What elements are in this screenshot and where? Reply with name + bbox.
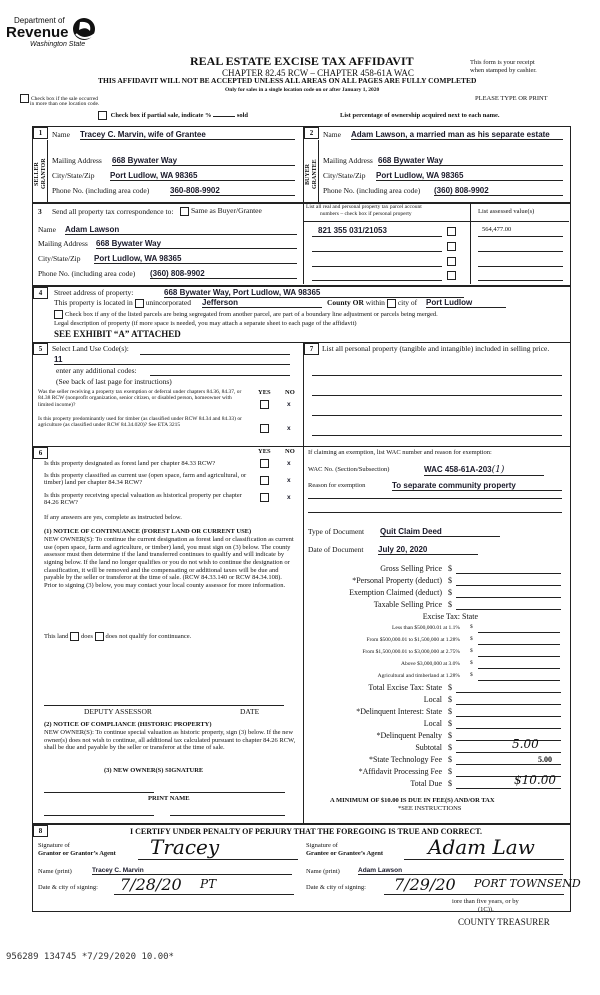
seller-name-label: Name xyxy=(52,130,70,139)
doc-date-label: Date of Document xyxy=(308,545,364,554)
total-excise-dollar: $ xyxy=(448,683,452,692)
total-due-dollar: $ xyxy=(448,779,452,788)
exhibit-a[interactable]: SEE EXHIBIT “A” ATTACHED xyxy=(54,329,181,339)
checkbox-icon xyxy=(20,94,29,103)
buyer-phone[interactable]: (360) 808-9902 xyxy=(434,186,563,196)
buyer-mail-label: Mailing Address xyxy=(323,156,373,165)
section3-city-label: City/State/Zip xyxy=(38,254,81,263)
section-number-7: 7 xyxy=(304,343,319,355)
checkbox-icon xyxy=(98,111,107,120)
gross-label: Gross Selling Price xyxy=(380,564,442,573)
s6-q2-answer[interactable]: x xyxy=(287,477,291,484)
seller-name[interactable]: Tracey C. Marvin, wife of Grantee xyxy=(80,130,295,140)
see-back-note: (See back of last page for instructions) xyxy=(56,377,172,386)
excise-state-label: Excise Tax: State xyxy=(422,612,478,621)
new-owner-signature-label: (3) NEW OWNER(S) SIGNATURE xyxy=(104,767,204,774)
deputy-assessor-label: DEPUTY ASSESSOR xyxy=(84,707,152,716)
form-title: REAL ESTATE EXCISE TAX AFFIDAVIT xyxy=(190,54,414,68)
rate-5: Agricultural and timberland at 1.28% xyxy=(377,673,460,679)
seller-city[interactable]: Port Ludlow, WA 98365 xyxy=(110,171,295,181)
delinquent-interest-label: *Delinquent Interest: State xyxy=(356,707,442,716)
perjury-text1: iore than five years, or by xyxy=(452,898,519,905)
dept-line2: Revenue xyxy=(6,24,69,41)
buyer-city-label: City/State/Zip xyxy=(323,171,366,180)
partial-sale-checkbox[interactable] xyxy=(98,111,248,120)
minimum-fee-note: A MINIMUM OF $10.00 IS DUE IN FEE(S) AND/OR TAX xyxy=(330,797,495,804)
yes-header-6: YES xyxy=(258,448,271,455)
located-in-row xyxy=(54,299,191,308)
checkbox-icon xyxy=(54,310,63,319)
rate-2: From $500,000.01 to $1,500,000 at 1.28% xyxy=(366,637,460,643)
grantee-name[interactable]: Adam Lawson xyxy=(358,867,563,875)
grantor-sig-label1: Signature of xyxy=(38,842,70,849)
send-correspondence-label: Send all property tax correspondence to: xyxy=(52,207,174,216)
does-not-label: does not qualify for continuance. xyxy=(105,632,192,640)
land-qualify-row xyxy=(44,632,191,641)
buyer-phone-label: Phone No. (including area code) xyxy=(323,186,421,195)
assessed-value[interactable]: 564,477.00 xyxy=(482,226,512,233)
section5-question1: Was the seller receiving a property tax exemption or deferral under chapters 84.36, 84.37, or 84.38 RCW (nonprofit organization, senior citizen, or disabled person, homeowner with limited income)? xyxy=(38,389,242,408)
taxable-dollar: $ xyxy=(448,600,452,609)
total-due-value[interactable]: $10.00 xyxy=(514,773,556,787)
section-number-3: 3 xyxy=(38,207,42,216)
section-number-2: 2 xyxy=(304,127,319,139)
notice1-title: (1) NOTICE OF CONTINUANCE (FOREST LAND OR CURRENT USE) xyxy=(44,528,252,535)
processing-fee-dollar: $ xyxy=(448,767,452,776)
s6-q3-answer[interactable]: x xyxy=(287,494,291,501)
doc-date-value[interactable]: July 20, 2020 xyxy=(378,545,478,555)
s6-q2-yes-checkbox[interactable] xyxy=(260,476,269,485)
grantee-date-label: Date & city of signing: xyxy=(306,884,366,891)
grantor-name[interactable]: Tracey C. Marvin xyxy=(92,867,292,875)
print-name-label: PRINT NAME xyxy=(148,795,190,802)
personal-property-text: List all personal property (tangible and intangible) included in selling price. xyxy=(322,344,550,353)
does-not-checkbox[interactable] xyxy=(95,632,104,641)
list-percentage-note: List percentage of ownership acquired next to each name. xyxy=(340,112,500,119)
personal-property-checkbox-2[interactable] xyxy=(447,242,456,251)
subtotal-value[interactable]: 5.00 xyxy=(512,737,539,751)
this-land-label: This land xyxy=(44,632,69,640)
see-instructions-note: *SEE INSTRUCTIONS xyxy=(398,805,462,812)
does-checkbox[interactable] xyxy=(70,632,79,641)
seller-phone-label: Phone No. (including area code) xyxy=(52,186,150,195)
notice2-body: NEW OWNER(S): To continue special valuation as historic property, sign (3) below. If the new owner(s) does not wish to continue, all additional tax calculated pursuant to chapter 84.26 RCW, shall be due and payable by the seller or transferor at the time of sale. xyxy=(44,729,296,752)
doc-type-value[interactable]: Quit Claim Deed xyxy=(380,527,500,537)
wac-number[interactable] xyxy=(424,465,544,476)
section3-phone[interactable]: (360) 808-9902 xyxy=(150,269,297,279)
multi-location-text: Check box if the sale occurred xyxy=(31,95,99,102)
total-excise-label: Total Excise Tax: State xyxy=(368,683,442,692)
city-name[interactable]: Port Ludlow xyxy=(426,298,506,308)
please-type: PLEASE TYPE OR PRINT xyxy=(475,95,548,102)
checkbox-icon xyxy=(180,207,189,216)
rate4-dollar: $ xyxy=(470,660,473,666)
land-use-label: Select Land Use Code(s): xyxy=(52,344,129,353)
personal-property-checkbox-3[interactable] xyxy=(447,257,456,266)
within-label: within xyxy=(365,298,385,308)
county-or-row xyxy=(327,299,417,308)
section3-mail[interactable]: 668 Bywater Way xyxy=(96,239,297,249)
grantor-city[interactable]: PT xyxy=(200,877,217,891)
personal-dollar: $ xyxy=(448,576,452,585)
partial-sold-text: sold xyxy=(236,111,249,119)
rate2-dollar: $ xyxy=(470,636,473,642)
rate5-dollar: $ xyxy=(470,672,473,678)
s5-q1-answer[interactable]: x xyxy=(287,401,291,408)
tech-fee-value[interactable]: 5.00 xyxy=(538,755,552,764)
section3-city[interactable]: Port Ludlow, WA 98365 xyxy=(94,254,297,264)
personal-property-checkbox-1[interactable] xyxy=(447,227,456,236)
grantor-signature[interactable]: Tracey xyxy=(150,835,220,859)
section3-phone-label: Phone No. (including area code) xyxy=(38,269,136,278)
grantor-date[interactable]: 7/28/20 xyxy=(120,875,182,894)
segregated-checkbox-row[interactable] xyxy=(54,310,438,319)
located-in-label: This property is located in xyxy=(54,298,133,308)
buyer-city[interactable]: Port Ludlow, WA 98365 xyxy=(376,171,563,181)
section6-question2: Is this property classified as current use (open space, farm and agricultural, or timber) land per chapter 84.34 RCW? xyxy=(44,472,247,487)
date-label: DATE xyxy=(240,707,260,716)
claim-exemption-text: If claiming an exemption, list WAC number and reason for exemption: xyxy=(308,449,492,456)
county-treasurer: COUNTY TREASURER xyxy=(458,917,550,927)
section-number-6: 6 xyxy=(33,447,48,459)
subtotal-dollar: $ xyxy=(448,743,452,752)
section-number-8: 8 xyxy=(33,825,48,837)
total-due-label: Total Due xyxy=(410,779,442,788)
s5-q2-answer[interactable]: x xyxy=(287,425,291,432)
parcel-header1: List all real and personal property tax parcel account xyxy=(306,204,422,210)
county-name[interactable]: Jefferson xyxy=(202,298,322,308)
street-label: Street address of property: xyxy=(54,288,134,297)
s5-q1-yes-checkbox[interactable] xyxy=(260,400,269,409)
seller-phone[interactable]: 360-808-9902 xyxy=(170,186,295,196)
dept-line3: Washington State xyxy=(30,41,86,48)
section-number-5: 5 xyxy=(33,343,48,355)
city-checkbox[interactable] xyxy=(387,299,396,308)
grantee-sig-label2: Grantee or Grantee’s Agent xyxy=(306,850,384,857)
notice1-body: NEW OWNER(S): To continue the current designation as forest land or classification as current use (open space, farm and agriculture, or timber) land, you must sign on (3) below. The county assessor must then determine if the land transferred continues to qualify and will indicate by signing below. If the land no longer qualifies or you do not wish to continue the designation or classification, it will be removed and the compensating or additional taxes will be due and payable by the seller or transferor at the time of sale. (RCW 84.33.140 or RCW 84.34.108). Prior to signing (3) below, you may contact your local county assessor for more information. xyxy=(44,536,294,589)
yes-header-5: YES xyxy=(258,389,271,396)
rate3-dollar: $ xyxy=(470,648,473,654)
partial-sale-text: Check box if partial sale, indicate % xyxy=(110,111,212,119)
only-for-note: Only for sales in a single location code on or after January 1, 2020 xyxy=(225,87,380,93)
recording-stamp: 956289 134745 *7/29/2020 10.00* xyxy=(6,952,174,962)
s5-q2-yes-checkbox[interactable] xyxy=(260,424,269,433)
unincorporated-label: unincorporated xyxy=(145,298,192,308)
grantee-date[interactable]: 7/29/20 xyxy=(394,875,456,894)
county-or-label: County OR xyxy=(327,298,364,308)
section5-question2: Is this property predominantly used for timber (as classified under RCW 84.34 and 84.33) or agriculture (as classified under RCW 84.34.020)? See ETA 3215 xyxy=(38,416,242,429)
subtotal-label: Subtotal xyxy=(415,743,442,752)
same-as-buyer-text: Same as Buyer/Grantee xyxy=(191,206,262,216)
grantor-name-label: Name (print) xyxy=(38,868,72,875)
doc-type-label: Type of Document xyxy=(308,527,365,536)
local2-label: Local xyxy=(423,719,442,728)
buyer-name-label: Name xyxy=(323,130,341,139)
section3-name[interactable]: Adam Lawson xyxy=(65,225,297,235)
tech-fee-dollar: $ xyxy=(448,755,452,764)
reason-value[interactable]: To separate community property xyxy=(392,481,562,491)
reason-label: Reason for exemption xyxy=(308,482,366,489)
city-of-label: city of xyxy=(397,298,418,308)
seller-city-label: City/State/Zip xyxy=(52,171,95,180)
s6-q1-yes-checkbox[interactable] xyxy=(260,459,269,468)
dept-line1: Department of xyxy=(14,16,65,25)
certify-statement: I CERTIFY UNDER PENALTY OF PERJURY THAT THE FOREGOING IS TRUE AND CORRECT. xyxy=(130,827,483,836)
grantee-name-label: Name (print) xyxy=(306,868,340,875)
section3-name-label: Name xyxy=(38,225,56,234)
segregated-text: Check box if any of the listed parcels are being segregated from another parcel, are part of a boundary line adjustment or parcels being merged. xyxy=(65,310,438,318)
perjury-text2: (1C)). xyxy=(478,906,494,913)
local2-dollar: $ xyxy=(448,719,452,728)
if-yes-note: If any answers are yes, complete as instructed below. xyxy=(44,514,182,521)
buyer-mail[interactable]: 668 Bywater Way xyxy=(378,156,563,166)
wac-handwritten: (1) xyxy=(491,465,505,475)
parcel-header2: numbers – check box if personal property xyxy=(320,211,412,217)
local-label: Local xyxy=(423,695,442,704)
personal-property-checkbox-4[interactable] xyxy=(447,271,456,280)
exemption-dollar: $ xyxy=(448,588,452,597)
s6-q3-yes-checkbox[interactable] xyxy=(260,493,269,502)
multi-location-text2: in more than one location code. xyxy=(30,101,100,107)
notice2-title: (2) NOTICE OF COMPLIANCE (HISTORIC PROPERTY) xyxy=(44,721,212,728)
parcel-number[interactable]: 821 355 031/21053 xyxy=(318,226,387,235)
grantor-sig-label2: Grantor or Grantor’s Agent xyxy=(38,850,116,857)
exemption-claimed-label: Exemption Claimed (deduct) xyxy=(349,588,442,597)
same-as-buyer-checkbox[interactable] xyxy=(180,207,262,216)
section3-mail-label: Mailing Address xyxy=(38,239,88,248)
grantee-signature[interactable]: Adam Law xyxy=(428,835,535,859)
rate-3: From $1,500,000.01 to $3,000,000 at 2.75% xyxy=(362,649,460,655)
rate1-dollar: $ xyxy=(470,624,473,630)
no-header-6: NO xyxy=(285,448,295,455)
buyer-name[interactable]: Adam Lawson, a married man as his separate estate xyxy=(351,130,563,140)
personal-label: *Personal Property (deduct) xyxy=(352,576,442,585)
delinquent-penalty-label: *Delinquent Penalty xyxy=(376,731,442,740)
does-label: does xyxy=(81,632,93,640)
section-number-4: 4 xyxy=(33,287,48,299)
unincorporated-checkbox[interactable] xyxy=(135,299,144,308)
seller-mail-label: Mailing Address xyxy=(52,156,102,165)
rate-1: Less than $500,000.01 at 1.1% xyxy=(392,625,460,631)
section6-question3: Is this property receiving special valuation as historical property per chapter 84.26 RCW? xyxy=(44,492,242,507)
receipt-note2: when stamped by cashier. xyxy=(470,67,537,74)
buyer-side-label: BUYER GRANTEE xyxy=(305,159,318,189)
assessed-header: List assessed value(s) xyxy=(478,208,535,215)
form-notice: THIS AFFIDAVIT WILL NOT BE ACCEPTED UNLESS ALL AREAS ON ALL PAGES ARE FULLY COMPLETED xyxy=(98,76,477,85)
local-dollar: $ xyxy=(448,695,452,704)
grantor-date-label: Date & city of signing: xyxy=(38,884,98,891)
processing-fee-label: *Affidavit Processing Fee xyxy=(358,767,442,776)
no-header-5: NO xyxy=(285,389,295,396)
legal-desc-label: Legal description of property (if more space is needed, you may attach a separate sheet to each page of the affidavit) xyxy=(54,320,357,327)
wac-value: WAC 458-61A-203 xyxy=(424,465,492,474)
grantee-sig-label1: Signature of xyxy=(306,842,338,849)
section6-question1: Is this property designated as forest land per chapter 84.33 RCW? xyxy=(44,460,216,467)
seller-mail[interactable]: 668 Bywater Way xyxy=(112,156,295,166)
rate-4: Above $3,000,000 at 3.0% xyxy=(401,661,460,667)
wac-label: WAC No. (Section/Subsection) xyxy=(308,466,390,473)
additional-codes-label: enter any additional codes: xyxy=(56,366,137,375)
grantee-city[interactable]: PORT TOWNSEND xyxy=(474,877,581,890)
tech-fee-label: *State Technology Fee xyxy=(368,755,442,764)
delinquent-interest-dollar: $ xyxy=(448,707,452,716)
s6-q1-answer[interactable]: x xyxy=(287,460,291,467)
delinquent-penalty-dollar: $ xyxy=(448,731,452,740)
seller-side-label: SELLER GRANTOR xyxy=(34,158,47,190)
section-number-1: 1 xyxy=(33,127,48,139)
street-address[interactable]: 668 Bywater Way, Port Ludlow, WA 98365 xyxy=(164,288,464,298)
land-use-code[interactable]: 11 xyxy=(54,355,290,365)
form-subtitle: CHAPTER 82.45 RCW – CHAPTER 458-61A WAC xyxy=(222,68,414,78)
taxable-label: Taxable Selling Price xyxy=(373,600,442,609)
gross-dollar: $ xyxy=(448,564,452,573)
receipt-note1: This form is your receipt xyxy=(470,59,535,66)
